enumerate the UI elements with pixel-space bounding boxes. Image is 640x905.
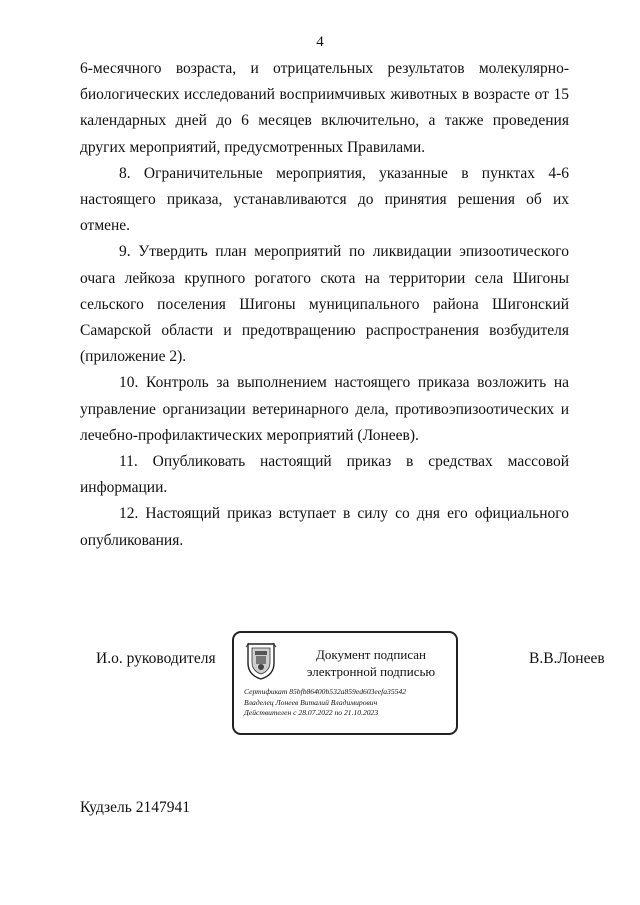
page-number: 4 (316, 34, 324, 50)
stamp-title (286, 646, 456, 680)
stamp-owner: Владелец Лонеев Виталий Владимирович (244, 697, 378, 707)
paragraph-item-10: 10. Контроль за выполнением настоящего приказа возложить на управление организации ветеринарного дела, противоэпизоотических и лечебно-профилактических мероприятий (Лонеев). (80, 374, 569, 444)
paragraph-continuation: 6-месячного возраста, и отрицательных результатов молекулярно-биологических исследований восприимчивых животных в возрасте от 15 календарных дней до 6 месяцев включительно, а также проведения других мероприятий, предусмотренных Правилами. (80, 60, 569, 156)
electronic-signature-stamp (232, 631, 458, 735)
paragraph-item-11: 11. Опубликовать настоящий приказ в средствах массовой информации. (80, 453, 569, 497)
signatory-position: И.о. руководителя (96, 650, 216, 667)
stamp-title-line-1: Документ подписан (316, 647, 426, 662)
coat-of-arms-icon (244, 641, 278, 681)
document-body (80, 56, 569, 554)
signatory-name: В.В.Лонеев (529, 650, 605, 667)
paragraph-item-8: 8. Ограничительные мероприятия, указанные в пунктах 4-6 настоящего приказа, устанавливаются до принятия решения об их отмене. (80, 164, 569, 235)
stamp-certificate: Сертификат 85bfb86400b532a859ed603eefa35542 (244, 687, 407, 696)
stamp-validity: Действителен с 28.07.2022 по 21.10.2023 (244, 708, 379, 717)
executor-code: Кудзель 2147941 (80, 799, 190, 816)
stamp-details (244, 687, 456, 719)
paragraph-item-12: 12. Настоящий приказ вступает в силу со дня его официального опубликования. (80, 505, 569, 549)
stamp-title-line-2: электронной подписью (306, 664, 436, 679)
paragraph-item-9: 9. Утвердить план мероприятий по ликвидации эпизоотического очага лейкоза крупного рогатого скота на территории села Шигоны сельского поселения Шигоны муниципального района Шигонский Самарской области и предотвращению распространения возбудителя (приложение 2). (80, 243, 569, 366)
